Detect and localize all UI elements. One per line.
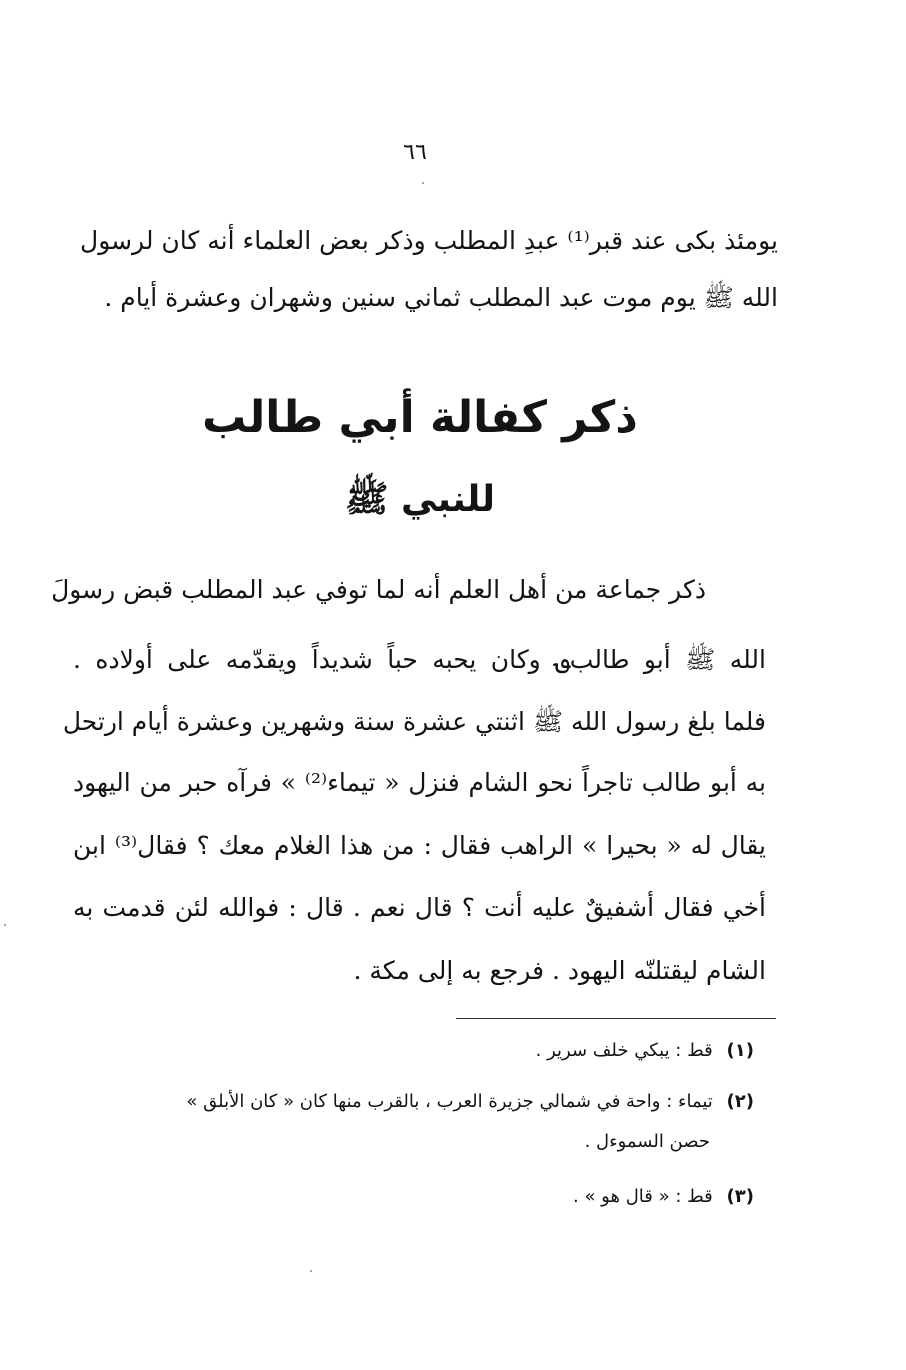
body-line: يقال له « بحيرا » الراهب فقال : من هذا الغلام معك ؟ فقال⁽³⁾ ابن [73,831,766,860]
footnote-text: قط : « قال هو » . [573,1186,713,1207]
footnote-text: تيماء : واحة في شمالي جزيرة العرب ، بالقرب منها كان « كان الأبلق » [186,1091,713,1112]
footnote-2 [74,1087,754,1117]
intro-line: الله ﷺ يوم موت عبد المطلب ثماني سنين وشهران وعشرة أيام . [104,283,778,312]
body-line: أخي فقال أشفيقٌ عليه أنت ؟ قال نعم . قال : فوالله لئن قدمت به [73,893,766,922]
scan-speck [4,924,6,926]
footnote-2-continuation: حصن السموءل . [584,1131,710,1152]
section-subtitle: للنبي ﷺ [344,479,496,520]
footnote-1 [74,1036,754,1066]
scan-speck [422,182,424,184]
footnote-divider [456,1018,776,1019]
body-line: فلما بلغ رسول الله ﷺ اثنتي عشرة سنة وشهرين وعشرة أيام ارتحل [62,707,766,736]
body-line: به أبو طالب تاجراً نحو الشام فنزل « تيماء⁽²⁾ » فرآه حبر من اليهود [73,768,766,797]
intro-line: يومئذ بكى عند قبر⁽¹⁾ عبدِ المطلب وذكر بعض العلماء أنه كان لرسول [80,226,778,255]
body-line: ذكر جماعة من أهل العلم أنه لما توفي عبد المطلب قبض رسولَ [51,575,706,604]
scan-speck [310,1270,312,1272]
footnote-marker: (٣) [726,1186,754,1207]
footnote-3 [74,1182,754,1212]
body-line: الشام ليقتلنّه اليهود . فرجع به إلى مكة . [353,956,766,985]
footnote-text: قط : يبكي خلف سرير . [535,1040,713,1061]
body-line: الله ﷺ أبو طالب؈ وكان يحبه حباً شديداً ويقدّمه على أولاده . [73,645,766,674]
footnote-marker: (١) [726,1040,754,1061]
page-number: ٦٦ [403,140,427,165]
footnote-marker: (٢) [726,1091,754,1112]
section-title: ذكر كفالة أبي طالب [202,392,638,443]
